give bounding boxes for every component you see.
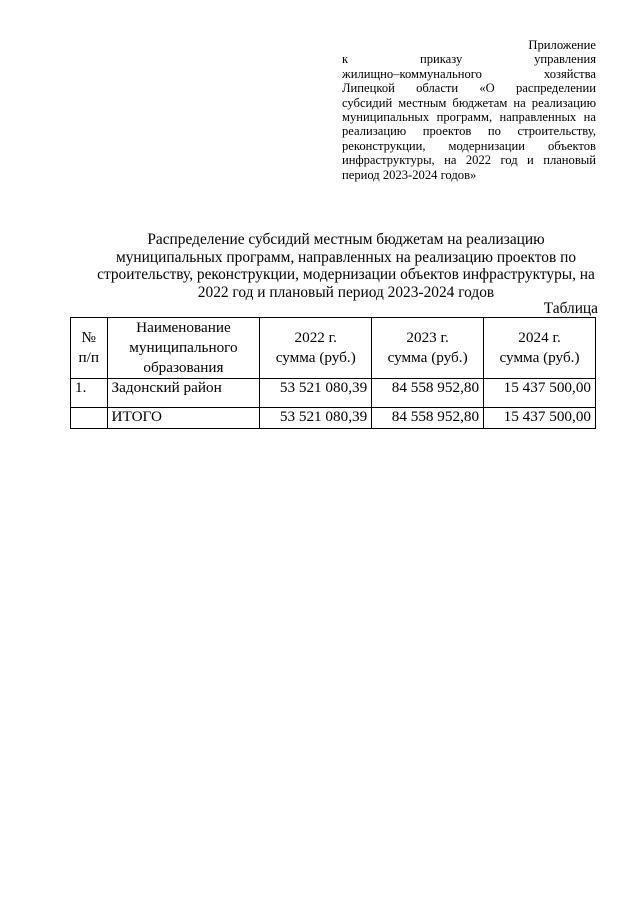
cell-total-label: ИТОГО (107, 408, 260, 429)
appendix-line: жилищно–коммунального хозяйства (342, 66, 596, 81)
header-text: Наименование (136, 319, 231, 336)
cell-number: 1. (71, 379, 108, 408)
header-text: № (81, 329, 97, 346)
table-header-row (71, 318, 596, 379)
heading-line: муниципальных программ, направленных на реализацию проектов по (115, 248, 577, 266)
appendix-line: субсидий местным бюджетам на реализацию (342, 95, 596, 110)
header-text: 2022 г. (294, 329, 337, 346)
heading-line: Распределение субсидий местным бюджетам на реализацию (147, 231, 545, 248)
cell-total-2024: 15 437 500,00 (484, 408, 596, 429)
header-text: сумма (руб.) (387, 349, 468, 366)
cell-2022: 53 521 080,39 (260, 379, 372, 408)
subsidies-table (70, 317, 596, 429)
header-text: п/п (78, 349, 100, 366)
header-number (71, 318, 108, 379)
header-municipality (107, 318, 260, 379)
appendix-line: реализацию проектов по строительству, (342, 124, 596, 139)
appendix-line: муниципальных программ, направленных на (342, 110, 596, 125)
appendix-line: Липецкой области «О распределении (342, 81, 596, 96)
header-text: сумма (руб.) (499, 349, 580, 366)
appendix-line: период 2023-2024 годов» (342, 167, 477, 182)
header-text: 2023 г. (406, 329, 449, 346)
cell-total-2023: 84 558 952,80 (372, 408, 484, 429)
appendix-line: инфраструктуры, на 2022 год и плановый (342, 153, 596, 168)
header-2022 (260, 318, 372, 379)
table-caption: Таблица (543, 300, 598, 317)
header-text: муниципального (129, 339, 238, 356)
table-row (71, 379, 596, 408)
appendix-line: реконструкции, модернизации объектов (342, 138, 596, 153)
document-heading (70, 231, 622, 301)
table-total-row (71, 408, 596, 429)
header-text: образования (143, 359, 224, 376)
cell-total-2022: 53 521 080,39 (260, 408, 372, 429)
cell-2024: 15 437 500,00 (484, 379, 596, 408)
appendix-line: к приказу управления (342, 52, 596, 67)
header-text: сумма (руб.) (275, 349, 356, 366)
cell-municipality: Задонский район (107, 379, 260, 408)
appendix-title: Приложение (528, 38, 596, 52)
appendix-block (342, 38, 596, 182)
header-2024 (484, 318, 596, 379)
heading-line: 2022 год и плановый период 2023-2024 годов (197, 283, 495, 301)
heading-line: строительству, реконструкции, модернизации объектов инфраструктуры, на (97, 266, 595, 284)
cell-2023: 84 558 952,80 (372, 379, 484, 408)
cell-number (71, 408, 108, 429)
header-text: 2024 г. (518, 329, 561, 346)
header-2023 (372, 318, 484, 379)
